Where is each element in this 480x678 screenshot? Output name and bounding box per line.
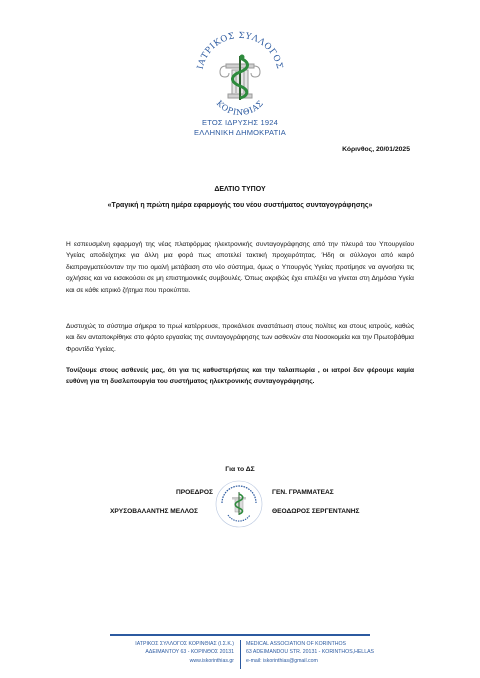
- on-behalf-of-board: Για το ΔΣ: [225, 466, 255, 473]
- footer-address-gr: ΑΔΕΙΜΑΝΤΟΥ 63 - ΚΟΡΙΝΘΟΣ 20131: [145, 649, 234, 656]
- footer-english-contact: [246, 640, 386, 665]
- body-paragraph-3: Τονίζουμε στους ασθενείς μας, ότι για τις καθυστερήσεις και την ταλαιπωρία , οι ιατροί δεν φέρουμε καμία ευθύνη για τη δυσλειτουργία του συστήματος ηλεκτρονικής συνταγογράφησης.: [66, 367, 414, 386]
- hellenic-republic-label: ΕΛΛΗΝΙΚΗ ΔΗΜΟΚΡΑΤΙΑ: [194, 128, 286, 137]
- footer-greek-contact: [116, 640, 234, 665]
- founding-year: ΕΤΟΣ ΙΔΡΥΣΗΣ 1924: [202, 118, 278, 127]
- secretary-name: ΘΕΟΔΩΡΟΣ ΣΕΡΓΕΝΤΑΝΗΣ: [272, 508, 360, 515]
- svg-text:ΚΟΡΙΝΘΙΑΣ: [215, 99, 266, 117]
- footer-address-en: 63 ADEIMANDOU STR. 20131 - KORINTHOS,HELLAS: [246, 649, 374, 656]
- footer-divider-line: [110, 634, 370, 636]
- footer-email-link[interactable]: e-mail: iskorinthias@gmail.com: [246, 657, 318, 664]
- document-date: Κόρινθος, 20/01/2025: [342, 146, 410, 153]
- president-name: ΧΡΥΣΟΒΑΛΑΝΤΗΣ ΜΕΛΛΟΣ: [110, 508, 198, 515]
- footer-website-link[interactable]: www.iskorinthias.gr: [189, 657, 234, 664]
- footer-org-name-gr: ΙΑΤΡΙΚΟΣ ΣΥΛΛΟΓΟΣ ΚΟΡΙΝΘΙΑΣ (Ι.Σ.Κ.): [135, 641, 234, 647]
- press-release-headline: «Τραγική η πρώτη ημέρα εφαρμογής του νέου συστήματος συνταγογράφησης»: [107, 202, 373, 209]
- president-title: ΠΡΟΕΔΡΟΣ: [176, 489, 213, 496]
- body-paragraph-1: Η εσπευσμένη εφαρμογή της νέας πλατφόρμας ηλεκτρονικής συνταγογράφησης από την πλευρά του Υπουργείου Υγείας αποδείχτηκε για άλλη μια φορά πως αποτελεί τακτική προχειρότητας. Ήδη οι σύλλογοι από καιρό διαπραγματεύονταν την πιο ομαλή μετάβαση στο νέο σύστημα, όμως ο Υπουργός Υγείας προτίμησε να αγνοήσει τις οχλήσεις και να εισακούσει σε μη επιστημονικές συμβουλές. Όπως ακριβώς έχει επιλέξει να γίνεται στη Δημόσια Υγεία και σε κάθε ιατρικό ζήτημα που προκύπτει.: [66, 241, 414, 294]
- press-release-label: ΔΕΛΤΙΟ ΤΥΠΟΥ: [214, 186, 266, 193]
- logo-arc-bottom-text: ΚΟΡΙΝΘΙΑΣ: [214, 98, 266, 118]
- association-seal-icon: [214, 479, 264, 529]
- secretary-title: ΓΕΝ. ΓΡΑΜΜΑΤΕΑΣ: [272, 489, 334, 496]
- body-paragraph-2: Δυστυχώς το σύστημα σήμερα το πρωί κατέρρευσε, προκάλεσε αναστάτωση στους πολίτες και στους ιατρούς, καθώς και δεν ανταποκρίθηκε στο φόρτο εργασίας της συνταγογράφησης των ασθενών στα Νοσοκομεία και την Πρωτοβάθμια Φροντίδα Υγείας.: [66, 323, 414, 353]
- logo-arc-top-text: ΙΑΤΡΙΚΟΣ ΣΥΛΛΟΓΟΣ: [195, 30, 285, 71]
- footer-org-name-en: MEDICAL ASSOCIATION OF KORINTHOS: [246, 641, 347, 647]
- association-logo: [190, 26, 290, 126]
- footer-column-divider: [240, 640, 241, 669]
